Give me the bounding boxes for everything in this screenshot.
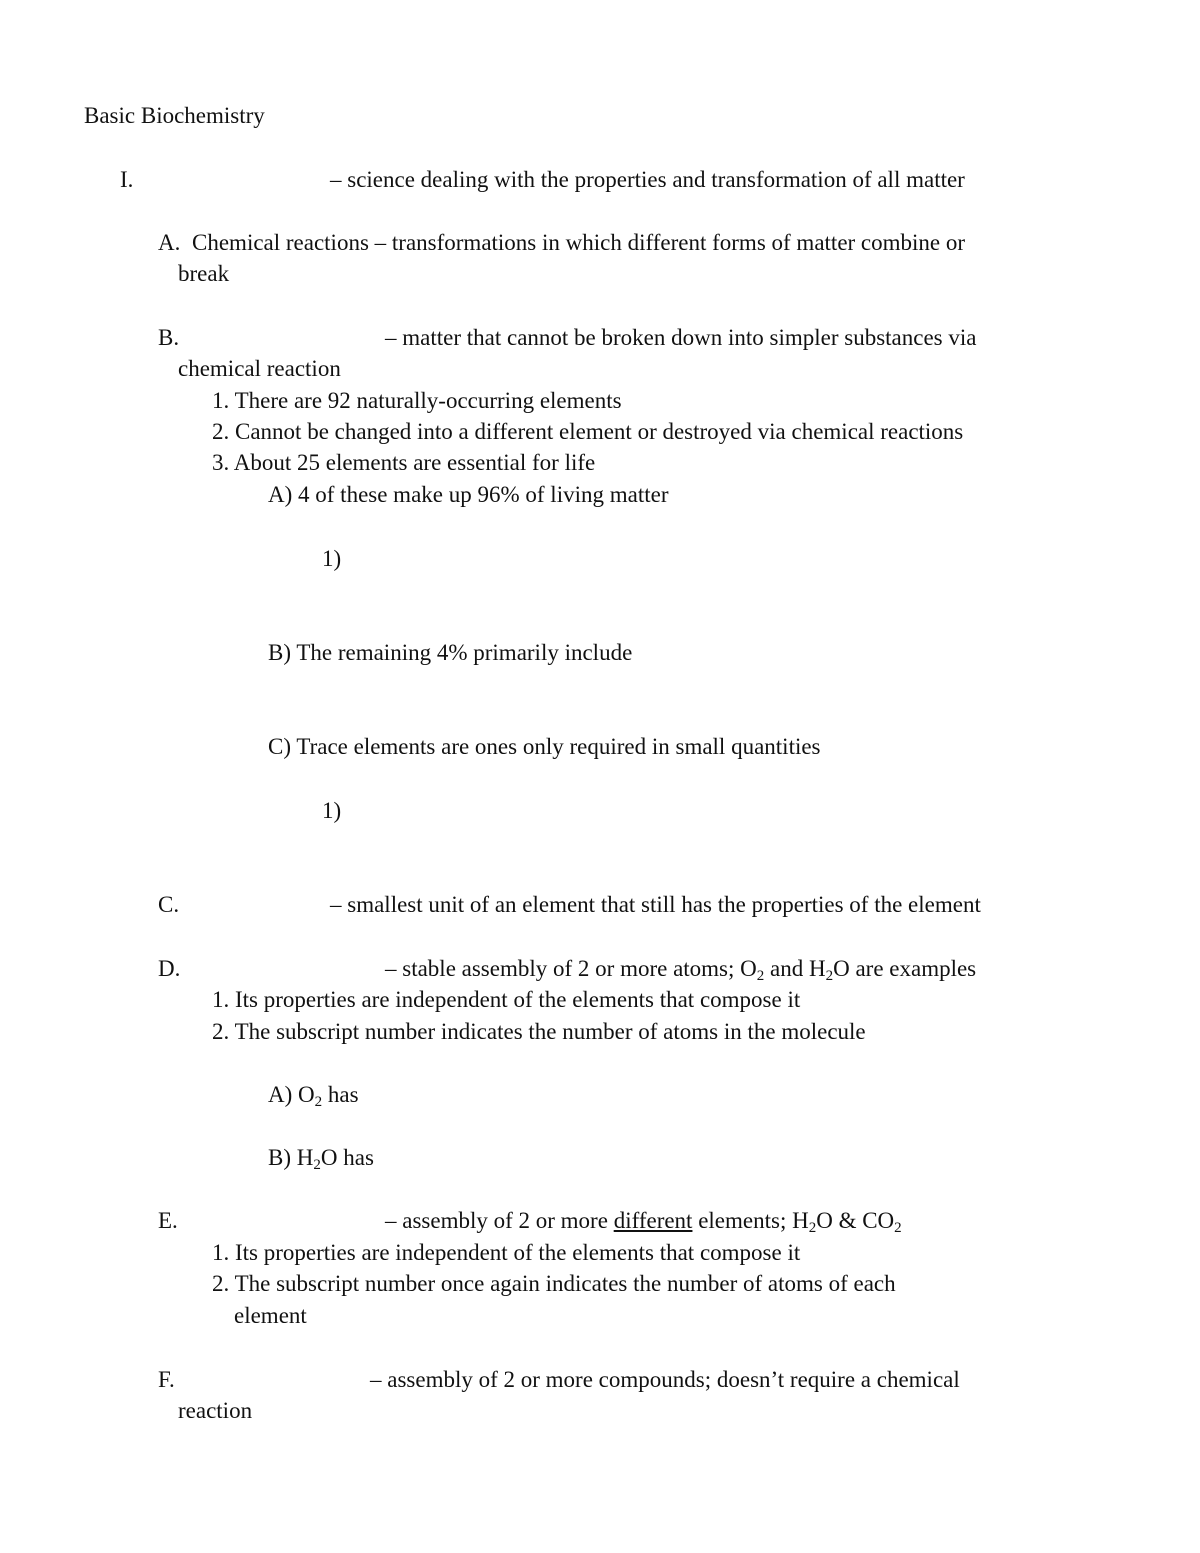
item-a-line2: break [178,261,230,286]
item-c-definition: – smallest unit of an element that still has the properties of the element [330,892,981,917]
item-d-sub-a: A) $O_2$ has [268,1082,359,1110]
underlined-word: different [613,1208,693,1233]
item-b-point-3: 3. About 25 elements are essential for life [212,450,596,475]
item-e-point-2: 2. The subscript number once again indicates the number of atoms of each [212,1271,896,1296]
item-a-marker: A. [158,230,181,255]
item-a-line1: Chemical reactions – transformations in which different forms of matter combine or [192,230,966,255]
item-d-definition: – stable assembly of 2 or more atoms; $O_2$ and $H_2O$ are examples [385,956,977,984]
item-b-line1: – matter that cannot be broken down into simpler substances via [385,325,977,350]
item-b-point-2: 2. Cannot be changed into a different element or destroyed via chemical reactions [212,419,964,444]
item-b-marker: B. [158,325,180,350]
item-f-marker: F. [158,1367,175,1392]
item-f-line2: reaction [178,1398,253,1423]
item-d-marker: D. [158,956,181,981]
item-b-sub-a: A) 4 of these make up 96% of living matter [268,482,669,507]
item-b-point-1: 1. There are 92 naturally-occurring elements [212,388,622,413]
section-i-marker: I. [120,167,134,192]
item-e-point-1: 1. Its properties are independent of the elements that compose it [212,1240,801,1265]
item-b-line2: chemical reaction [178,356,341,381]
section-i-definition: – science dealing with the properties and transformation of all matter [330,167,965,192]
item-c-marker: C. [158,892,180,917]
item-b-sub-a-1: 1) [322,546,342,571]
item-b-sub-c: C) Trace elements are ones only required in small quantities [268,734,821,759]
item-b-sub-b: B) The remaining 4% primarily include [268,640,633,665]
item-f-line1: – assembly of 2 or more compounds; doesn’t require a chemical [370,1367,960,1392]
item-e-point-2-continued: element [234,1303,307,1328]
item-d-point-1: 1. Its properties are independent of the elements that compose it [212,987,801,1012]
item-e-marker: E. [158,1208,178,1233]
item-b-sub-c-1: 1) [322,798,342,823]
document-title: Basic Biochemistry [84,103,265,128]
item-e-definition: – assembly of 2 or more different elements; $H_2O$ & $CO_2$ [385,1208,902,1236]
item-d-sub-b: B) $H_2O$ has [268,1145,374,1173]
item-d-point-2: 2. The subscript number indicates the number of atoms in the molecule [212,1019,866,1044]
